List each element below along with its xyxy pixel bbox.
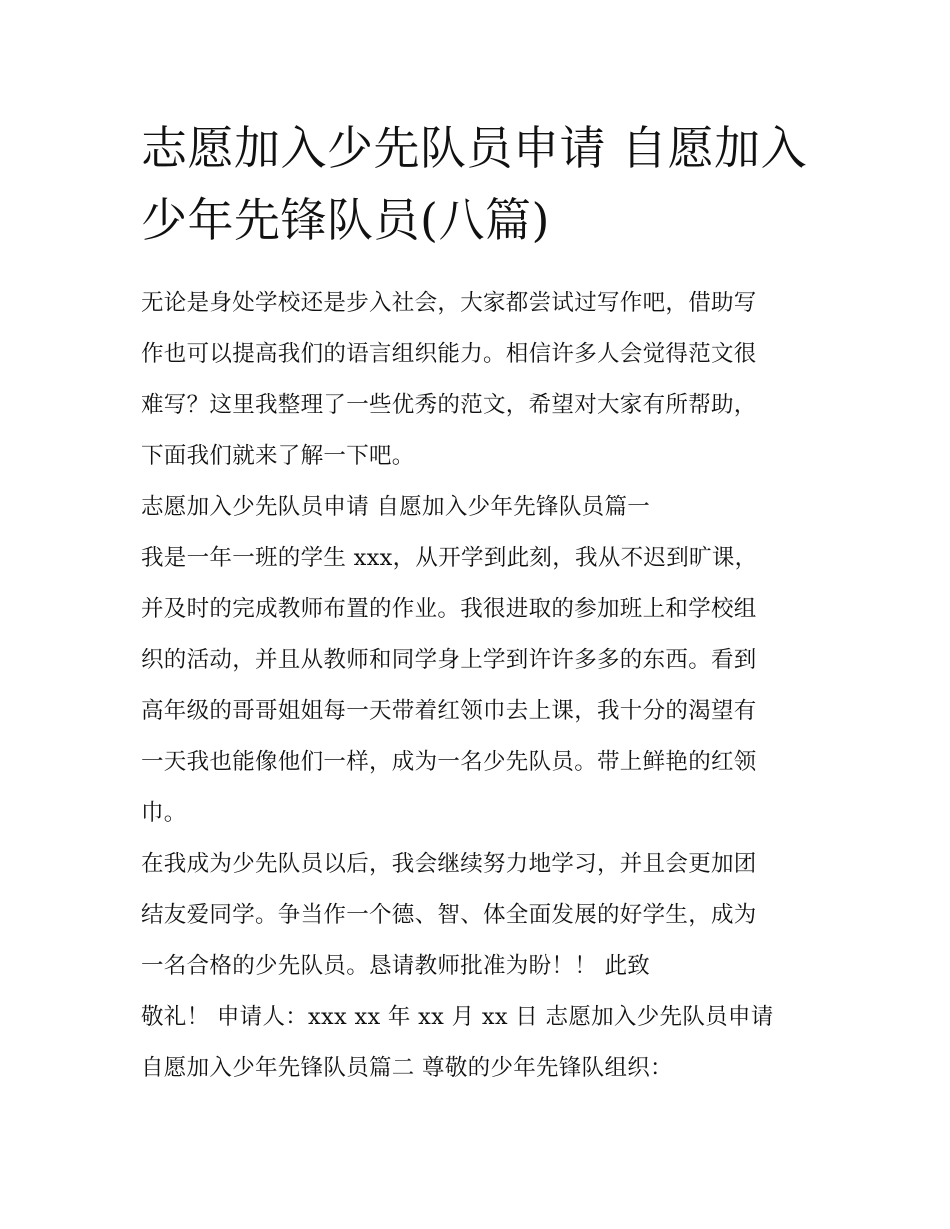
text-line: 在我成为少先队员以后，我会继续努力地学习，并且会更加团	[141, 851, 757, 877]
text-line: 巾。	[141, 800, 187, 826]
text-line: 难写？这里我整理了一些优秀的范文，希望对大家有所帮助，	[141, 392, 757, 418]
text-line: 下面我们就来了解一下吧。	[141, 443, 415, 469]
text-line: 敬礼！ 申请人：xxx xx 年 xx 月 xx 日 志愿加入少先队员申请	[141, 1004, 774, 1030]
text-line: 织的活动，并且从教师和同学身上学到许许多多的东西。看到	[141, 647, 757, 673]
text-line: 作也可以提高我们的语言组织能力。相信许多人会觉得范文很	[141, 341, 757, 367]
text-line: 一天我也能像他们一样，成为一名少先队员。带上鲜艳的红领	[141, 749, 757, 775]
text-line: 自愿加入少年先锋队员篇二 尊敬的少年先锋队组织：	[141, 1055, 673, 1081]
text-line: 结友爱同学。争当作一个德、智、体全面发展的好学生，成为	[141, 902, 757, 928]
document-title: 志愿加入少先队员申请 自愿加入少年先锋队员(八篇)	[141, 121, 808, 247]
text-line: 无论是身处学校还是步入社会，大家都尝试过写作吧，借助写	[141, 290, 757, 316]
text-line: 并及时的完成教师布置的作业。我很进取的参加班上和学校组	[141, 596, 757, 622]
document-body	[141, 112, 813, 1094]
text-line: 我是一年一班的学生 xxx，从开学到此刻，我从不迟到旷课，	[141, 545, 758, 571]
text-line: 高年级的哥哥姐姐每一天带着红领巾去上课，我十分的渴望有	[141, 698, 757, 724]
section-heading: 志愿加入少先队员申请 自愿加入少年先锋队员篇一	[141, 494, 651, 520]
text-line: 一名合格的少先队员。恳请教师批准为盼！！ 此致	[141, 953, 651, 979]
